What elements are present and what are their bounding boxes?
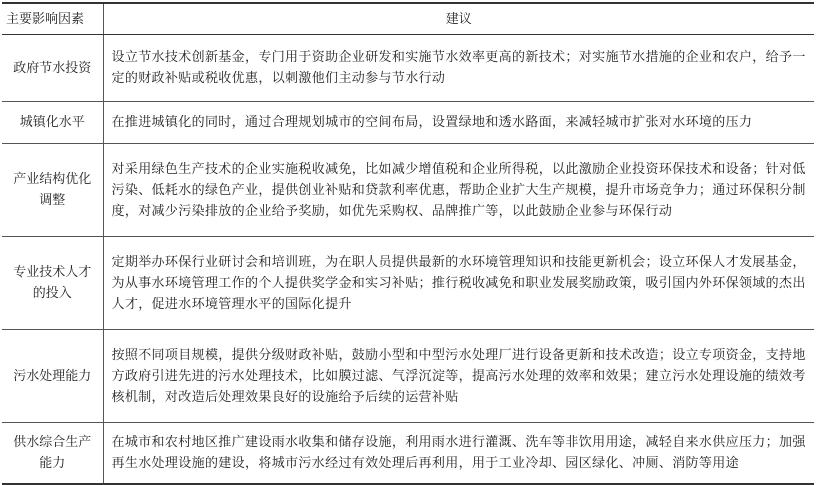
factor-cell: 专业技术人才的投入 [2, 237, 103, 330]
table-row [2, 237, 814, 330]
advice-column-header: 建议 [103, 3, 814, 35]
advice-cell: 对采用绿色生产技术的企业实施税收减免，比如减少增值税和企业所得税，以此激励企业投资环保技术和设备；针对低污染、低耗水的绿色产业，提供创业补贴和贷款利率优惠，帮助企业扩大生产规模，提升市场竞争力；通过环保积分制度，对减少污染排放的企业给予奖励，如优先采购权、品牌推广等，以此鼓励企业参与环保行动 [103, 144, 814, 237]
advice-cell: 定期举办环保行业研讨会和培训班，为在职人员提供最新的水环境管理知识和技能更新机会；设立环保人才发展基金，为从事水环境管理工作的个人提供奖学金和实习补贴；推行税收减免和职业发展奖励政策，吸引国内外环保领域的杰出人才，促进水环境管理水平的国际化提升 [103, 237, 814, 330]
factor-cell: 产业结构优化调整 [2, 144, 103, 237]
advice-cell: 在城市和农村地区推广建设雨水收集和储存设施，利用雨水进行灌溉、洗车等非饮用用途，减轻自来水供应压力；加强再生水处理设施的建设，将城市污水经过有效处理后再利用，用于工业冷却、园区绿化、冲厕、消防等用途 [103, 423, 814, 485]
table-row [2, 423, 814, 485]
table-row [2, 330, 814, 423]
advice-cell: 按照不同项目规模，提供分级财政补贴，鼓励小型和中型污水处理厂进行设备更新和技术改造；设立专项资金，支持地方政府引进先进的污水处理技术，比如膜过滤、气浮沉淀等，提高污水处理的效率和效果；建立污水处理设施的绩效考核机制，对改造后处理效果良好的设施给予后续的运营补贴 [103, 330, 814, 423]
factor-cell: 供水综合生产能力 [2, 423, 103, 485]
advice-cell: 设立节水技术创新基金，专门用于资助企业研发和实施节水效率更高的新技术；对实施节水措施的企业和农户，给予一定的财政补贴或税收优惠，以刺激他们主动参与节水行动 [103, 35, 814, 102]
table-row [2, 35, 814, 102]
factor-cell: 政府节水投资 [2, 35, 103, 102]
policy-recommendation-table [2, 2, 814, 485]
table-row [2, 144, 814, 237]
advice-cell: 在推进城镇化的同时，通过合理规划城市的空间布局，设置绿地和透水路面，来减轻城市扩张对水环境的压力 [103, 102, 814, 144]
factor-cell: 城镇化水平 [2, 102, 103, 144]
factor-column-header: 主要影响因素 [2, 3, 103, 35]
factor-cell: 污水处理能力 [2, 330, 103, 423]
table-header-row [2, 3, 814, 35]
table-row [2, 102, 814, 144]
